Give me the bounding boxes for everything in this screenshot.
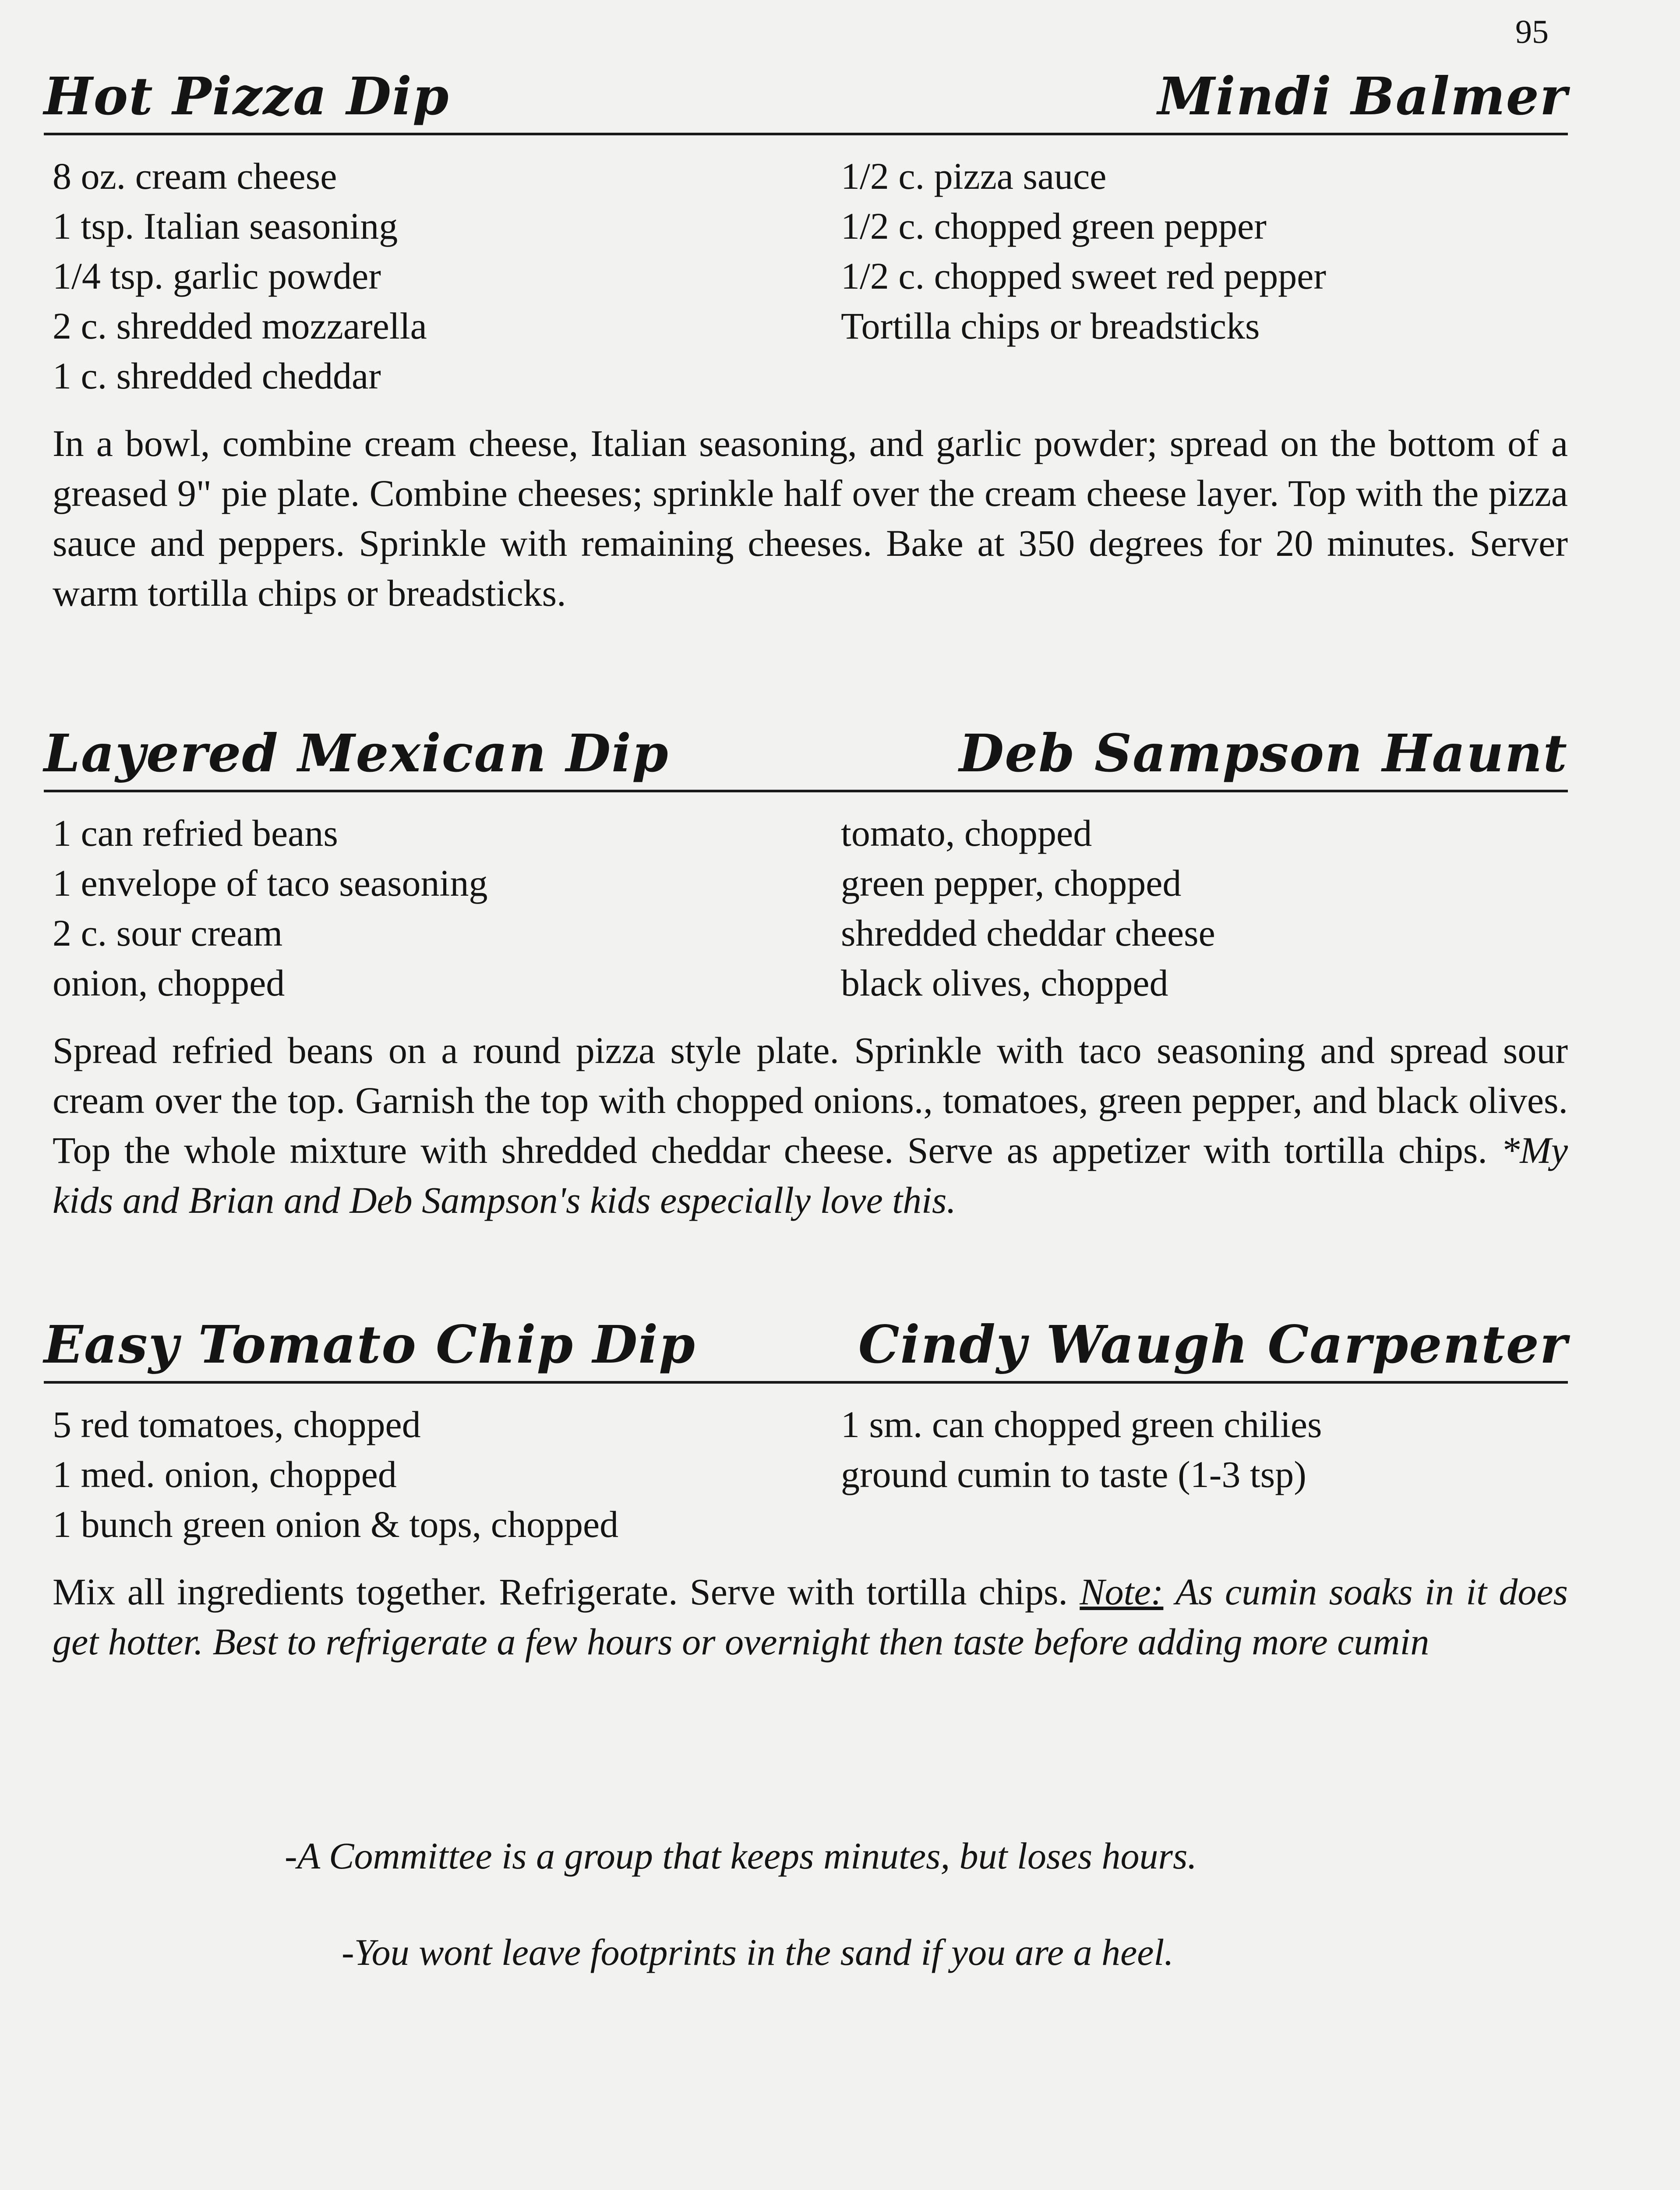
recipe-note: *My kids and Brian and Deb Sampson's kids especially love this. xyxy=(53,1129,1568,1221)
note-label: Note: xyxy=(1080,1571,1164,1613)
ingredient: onion, chopped xyxy=(53,962,285,1004)
recipe-easy-tomato-chip-dip xyxy=(44,1314,1568,1704)
ingredient: 8 oz. cream cheese xyxy=(53,155,337,197)
recipe-title: Hot Pizza Dip xyxy=(44,66,450,127)
ingredient: 1 bunch green onion & tops, chopped xyxy=(53,1503,619,1545)
recipe-title: Layered Mexican Dip xyxy=(44,723,669,784)
ingredient: 5 red tomatoes, chopped xyxy=(53,1403,421,1445)
ingredient-column-right xyxy=(841,151,1568,401)
recipe-header xyxy=(44,723,1568,792)
ingredient: ground cumin to taste (1-3 tsp) xyxy=(841,1453,1306,1495)
recipe-author: Cindy Waugh Carpenter xyxy=(858,1314,1568,1375)
ingredient: 1 c. shredded cheddar xyxy=(53,355,381,397)
ingredient-list xyxy=(44,808,1568,1008)
ingredient: 1 can refried beans xyxy=(53,812,338,854)
recipe-directions xyxy=(44,418,1568,618)
directions-text: In a bowl, combine cream cheese, Italian seasoning, and garlic powder; spread on the bottom of a greased 9" pie plate. Combine cheeses; sprinkle half over the cream cheese layer. Top with the pizza sauce and peppers. Sprinkle with remaining cheeses. Bake at 350 degrees for 20 minutes. Server warm tortilla chips or breadsticks. xyxy=(53,422,1568,614)
quote-footprints: -You wont leave footprints in the sand if you are a heel. xyxy=(342,1931,1174,1973)
recipe-title: Easy Tomato Chip Dip xyxy=(44,1314,696,1375)
ingredient-list xyxy=(44,1399,1568,1549)
ingredient: 1/4 tsp. garlic powder xyxy=(53,255,381,297)
ingredient-column-left xyxy=(44,808,841,1008)
recipe-author: Deb Sampson Haunt xyxy=(959,723,1568,784)
directions-text: Spread refried beans on a round pizza style plate. Sprinkle with taco seasoning and spread sour cream over the top. Garnish the top with chopped onions., tomatoes, green pepper, and black olives. Top the whole mixture with shredded cheddar cheese. Serve as appetizer with tortilla chips. xyxy=(53,1029,1568,1171)
directions-text: Mix all ingredients together. Refrigerate. Serve with tortilla chips. xyxy=(53,1571,1068,1613)
recipe-note: As cumin soaks in it does get hotter. Best to refrigerate a few hours or overnight then taste before adding more cumin xyxy=(53,1571,1568,1663)
recipe-author: Mindi Balmer xyxy=(1158,66,1568,127)
ingredient: 2 c. sour cream xyxy=(53,912,283,954)
recipe-header xyxy=(44,66,1568,135)
ingredient: black olives, chopped xyxy=(841,962,1168,1004)
ingredient: 2 c. shredded mozzarella xyxy=(53,305,427,347)
page-number: 95 xyxy=(1515,14,1549,50)
ingredient: shredded cheddar cheese xyxy=(841,912,1215,954)
recipe-directions xyxy=(44,1567,1568,1667)
ingredient: 1/2 c. pizza sauce xyxy=(841,155,1107,197)
ingredient-column-right xyxy=(841,1399,1568,1549)
ingredient: 1/2 c. chopped green pepper xyxy=(841,205,1267,247)
recipe-hot-pizza-dip xyxy=(44,66,1568,656)
ingredient: 1 envelope of taco seasoning xyxy=(53,862,488,904)
ingredient: Tortilla chips or breadsticks xyxy=(841,305,1260,347)
ingredient-list xyxy=(44,151,1568,401)
ingredient: 1 sm. can chopped green chilies xyxy=(841,1403,1322,1445)
ingredient-column-right xyxy=(841,808,1568,1008)
quote-committee: -A Committee is a group that keeps minutes, but loses hours. xyxy=(285,1835,1197,1877)
ingredient: tomato, chopped xyxy=(841,812,1092,854)
ingredient: 1 med. onion, chopped xyxy=(53,1453,397,1495)
recipe-header xyxy=(44,1314,1568,1384)
ingredient: 1/2 c. chopped sweet red pepper xyxy=(841,255,1327,297)
recipe-directions xyxy=(44,1025,1568,1225)
recipe-layered-mexican-dip xyxy=(44,723,1568,1263)
ingredient: 1 tsp. Italian seasoning xyxy=(53,205,398,247)
ingredient-column-left xyxy=(44,1399,841,1549)
ingredient: green pepper, chopped xyxy=(841,862,1182,904)
ingredient-column-left xyxy=(44,151,841,401)
